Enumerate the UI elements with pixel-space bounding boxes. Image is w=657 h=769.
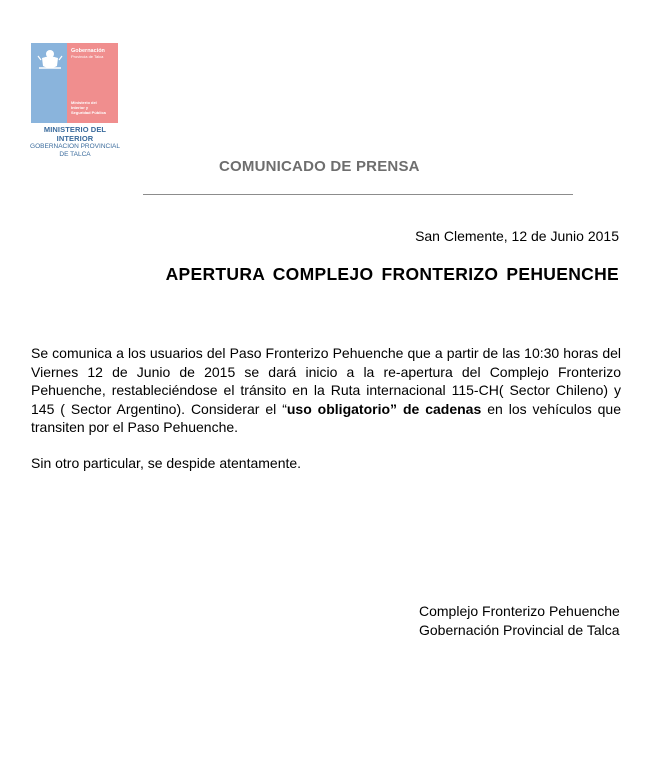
logo-gob-subtitle: Provincia de Talca — [71, 54, 104, 59]
closing-line: Sin otro particular, se despide atentamente. — [31, 455, 302, 471]
logo-caption — [25, 125, 125, 159]
logo-ministry-line2: Interior y — [71, 105, 89, 110]
body-text-part2: en los vehículos que transiten por el Paso Pehuenche. — [31, 400, 621, 435]
signature-line2: Gobernación Provincial de Talca — [419, 622, 620, 638]
signature-line1: Complejo Fronterizo Pehuenche — [419, 603, 620, 619]
logo-caption-line1: MINISTERIO DEL INTERIOR — [43, 125, 107, 143]
signature-block — [419, 602, 620, 640]
logo-caption-line3: DE TALCA — [59, 151, 91, 158]
document-title: APERTURA COMPLEJO FRONTERIZO PEHUENCHE — [165, 264, 619, 284]
logo-caption-line2: GOBERNACION PROVINCIAL — [30, 143, 120, 150]
government-logo — [29, 43, 121, 158]
body-text-part1: Se comunica a los usuarios del Paso Fronterizo Pehuenche que a partir de las 10:30 horas del Viernes 12 de Junio de 2015 se dará inicio a la re-apertura del Complejo Fronterizo Pehuenche, restableciéndose el tránsito en la Ruta internacional 115-CH( Sector Chileno) y 145 ( Sector Argentino). Considerar el “ — [31, 345, 621, 417]
coat-of-arms-icon — [37, 46, 63, 72]
press-release-heading: COMUNICADO DE PRENSA — [219, 158, 420, 175]
body-paragraph — [31, 344, 621, 437]
logo-ministry-line1: Ministerio del — [71, 100, 97, 105]
logo-gob-label — [71, 48, 105, 60]
body-text-bold: uso obligatorio” de cadenas — [286, 400, 482, 417]
logo-ministry-label — [71, 100, 106, 115]
logo-ministry-line3: Seguridad Pública — [71, 110, 106, 115]
heading-divider — [143, 194, 573, 195]
logo-gob-title: Gobernación — [71, 48, 105, 54]
document-date: San Clemente, 12 de Junio 2015 — [415, 228, 619, 244]
logo-flag — [31, 43, 118, 123]
